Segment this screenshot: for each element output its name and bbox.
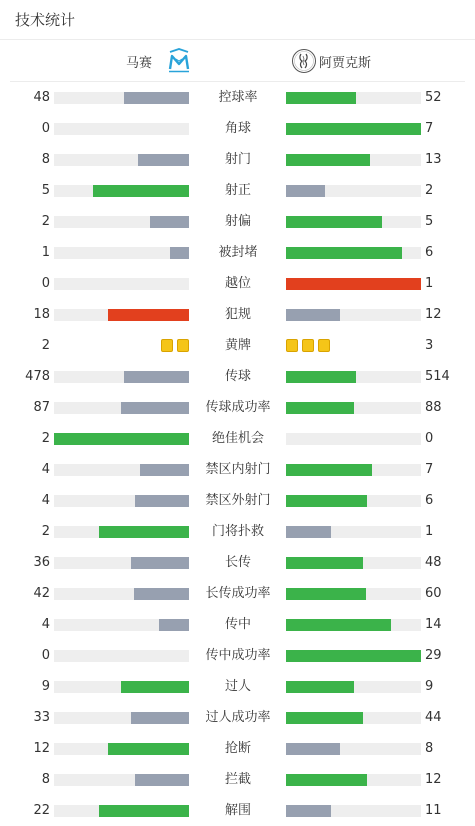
home-stat-bar [54, 123, 189, 135]
stat-row [0, 423, 475, 454]
away-stat-bar [286, 526, 421, 538]
away-stat-value: 7 [425, 462, 434, 477]
home-stat-bar-fill [108, 309, 189, 321]
home-stat-bar [54, 743, 189, 755]
home-stat-bar [54, 588, 189, 600]
away-stat-bar-fill [286, 371, 356, 383]
home-stat-value: 9 [41, 679, 50, 694]
away-stat-bar-fill [286, 278, 421, 290]
away-stat-value: 48 [425, 555, 442, 570]
teams-bar [10, 40, 465, 82]
stat-label: 角球 [224, 121, 251, 136]
stat-row [0, 392, 475, 423]
home-stat-bar [54, 464, 189, 476]
stat-row [0, 547, 475, 578]
away-stat-bar-fill [286, 154, 370, 166]
stat-row [0, 578, 475, 609]
away-stat-bar [286, 650, 421, 662]
away-stat-bar [286, 278, 421, 290]
away-stat-value: 5 [425, 214, 434, 229]
home-stat-value: 5 [41, 183, 50, 198]
stat-label: 黄牌 [224, 338, 251, 353]
stat-row [0, 361, 475, 392]
home-stat-bar-fill [134, 588, 189, 600]
stat-label: 解围 [224, 803, 251, 818]
away-stat-bar [286, 774, 421, 786]
away-stat-bar-fill [286, 557, 363, 569]
home-stat-value: 36 [33, 555, 50, 570]
away-stat-value: 0 [425, 431, 434, 446]
home-stat-value: 478 [25, 369, 50, 384]
stat-row [0, 764, 475, 795]
stat-label: 射门 [224, 152, 251, 167]
stat-row [0, 516, 475, 547]
away-stat-value: 9 [425, 679, 434, 694]
home-stat-value: 4 [41, 617, 50, 632]
away-stat-bar-fill [286, 464, 372, 476]
stat-row [0, 671, 475, 702]
away-stat-value: 514 [425, 369, 450, 384]
stat-label: 禁区内射门 [205, 462, 271, 477]
home-stat-bar-fill [131, 557, 189, 569]
stat-label: 传球 [224, 369, 251, 384]
away-stat-value: 14 [425, 617, 442, 632]
away-stat-value: 29 [425, 648, 442, 663]
home-stat-value: 12 [33, 741, 50, 756]
stat-label: 抢断 [224, 741, 251, 756]
away-stat-bar [286, 185, 421, 197]
home-stat-bar-fill [99, 526, 189, 538]
away-stat-bar [286, 495, 421, 507]
away-stat-value: 6 [425, 245, 434, 260]
away-stat-value: 3 [425, 338, 434, 353]
home-stat-bar-fill [124, 92, 189, 104]
away-stat-bar [286, 588, 421, 600]
away-stat-value: 44 [425, 710, 442, 725]
away-stat-bar-fill [286, 526, 331, 538]
yellow-card-icon [161, 339, 173, 352]
home-stat-bar [54, 805, 189, 817]
home-stat-value: 4 [41, 493, 50, 508]
stat-row [0, 330, 475, 361]
home-stat-bar [54, 309, 189, 321]
away-stat-bar [286, 123, 421, 135]
home-team-name[interactable]: 马赛 [125, 56, 152, 71]
home-stat-value: 0 [41, 276, 50, 291]
home-stat-value: 2 [41, 431, 50, 446]
stat-label: 拦截 [224, 772, 251, 787]
yellow-card-icon [302, 339, 314, 352]
home-stat-value: 2 [41, 338, 50, 353]
stat-row [0, 144, 475, 175]
stat-row [0, 609, 475, 640]
stat-row [0, 175, 475, 206]
away-stat-bar-fill [286, 712, 363, 724]
stat-row [0, 485, 475, 516]
stat-label: 控球率 [218, 90, 258, 105]
away-stat-value: 2 [425, 183, 434, 198]
home-stat-bar [54, 402, 189, 414]
home-stat-bar [54, 774, 189, 786]
stat-row [0, 795, 475, 826]
home-stat-value: 42 [33, 586, 50, 601]
yellow-card-icon [177, 339, 189, 352]
home-stat-bar [54, 557, 189, 569]
home-stat-bar [54, 185, 189, 197]
away-stat-bar [286, 247, 421, 259]
away-stat-bar [286, 805, 421, 817]
home-stat-value: 2 [41, 214, 50, 229]
stat-label: 过人成功率 [205, 710, 271, 725]
stat-row [0, 268, 475, 299]
home-stat-value: 8 [41, 772, 50, 787]
home-stat-bar-fill [99, 805, 189, 817]
away-stat-value: 88 [425, 400, 442, 415]
home-stat-bar [54, 216, 189, 228]
stat-row [0, 454, 475, 485]
away-stat-bar-fill [286, 774, 367, 786]
stat-row [0, 206, 475, 237]
away-stat-bar [286, 619, 421, 631]
stat-label: 长传 [224, 555, 251, 570]
stat-label: 射正 [224, 183, 251, 198]
stat-label: 越位 [224, 276, 251, 291]
stat-label: 传球成功率 [205, 400, 271, 415]
home-stat-bar-fill [108, 743, 189, 755]
away-stat-value: 12 [425, 772, 442, 787]
away-stat-value: 12 [425, 307, 442, 322]
away-stat-bar-fill [286, 123, 421, 135]
home-stat-bar-fill [121, 681, 189, 693]
home-stat-value: 8 [41, 152, 50, 167]
home-stat-value: 4 [41, 462, 50, 477]
page-title: 技术统计 [15, 11, 76, 29]
home-stat-bar-fill [121, 402, 189, 414]
home-stat-bar-fill [150, 216, 189, 228]
away-stat-bar-fill [286, 495, 367, 507]
away-stat-value: 13 [425, 152, 442, 167]
away-stat-bar-fill [286, 681, 354, 693]
stat-row [0, 237, 475, 268]
home-stat-bar-fill [93, 185, 189, 197]
away-stat-bar [286, 309, 421, 321]
stat-row [0, 299, 475, 330]
stat-label: 绝佳机会 [211, 431, 264, 446]
home-stat-bar [54, 278, 189, 290]
away-stat-bar-fill [286, 92, 356, 104]
home-yellow-cards [157, 339, 189, 352]
ajax-logo-icon[interactable] [291, 48, 317, 74]
home-stat-bar-fill [54, 433, 189, 445]
stat-label: 长传成功率 [205, 586, 271, 601]
away-stat-bar [286, 681, 421, 693]
away-stat-value: 52 [425, 90, 442, 105]
marseille-logo-icon[interactable] [166, 48, 192, 74]
home-stat-value: 1 [41, 245, 50, 260]
home-stat-bar [54, 433, 189, 445]
stat-row [0, 82, 475, 113]
home-stat-bar [54, 681, 189, 693]
home-stat-bar [54, 650, 189, 662]
away-stat-value: 6 [425, 493, 434, 508]
away-stat-bar [286, 712, 421, 724]
home-stat-bar [54, 154, 189, 166]
home-stat-bar-fill [135, 774, 189, 786]
away-stat-bar-fill [286, 619, 391, 631]
stat-row [0, 702, 475, 733]
away-stat-value: 60 [425, 586, 442, 601]
home-stat-value: 0 [41, 648, 50, 663]
home-stat-bar-fill [170, 247, 189, 259]
home-stat-bar-fill [138, 154, 189, 166]
away-stat-value: 7 [425, 121, 434, 136]
away-stat-bar [286, 743, 421, 755]
stat-label: 禁区外射门 [205, 493, 271, 508]
stat-row [0, 640, 475, 671]
away-stat-bar [286, 402, 421, 414]
away-stat-bar [286, 557, 421, 569]
stat-label: 传中成功率 [205, 648, 271, 663]
stat-label: 被封堵 [218, 245, 258, 260]
home-stat-bar [54, 526, 189, 538]
away-stat-bar-fill [286, 588, 366, 600]
home-stat-value: 18 [33, 307, 50, 322]
stat-label: 门将扑救 [211, 524, 264, 539]
home-stat-value: 87 [33, 400, 50, 415]
away-stat-bar-fill [286, 743, 340, 755]
away-stat-bar [286, 464, 421, 476]
home-stat-bar [54, 712, 189, 724]
home-stat-bar-fill [159, 619, 189, 631]
home-stat-value: 22 [33, 803, 50, 818]
away-stat-bar [286, 154, 421, 166]
away-stat-bar [286, 92, 421, 104]
stat-row [0, 113, 475, 144]
home-stat-bar [54, 92, 189, 104]
yellow-card-icon [286, 339, 298, 352]
away-stat-bar-fill [286, 309, 340, 321]
away-stat-bar-fill [286, 650, 421, 662]
away-stat-value: 11 [425, 803, 442, 818]
home-stat-bar [54, 371, 189, 383]
away-stat-bar [286, 433, 421, 445]
home-stat-bar-fill [131, 712, 189, 724]
away-stat-value: 8 [425, 741, 434, 756]
stat-row [0, 733, 475, 764]
home-stat-value: 2 [41, 524, 50, 539]
away-stat-bar [286, 371, 421, 383]
home-stat-value: 33 [33, 710, 50, 725]
stat-label: 传中 [224, 617, 251, 632]
yellow-card-icon [318, 339, 330, 352]
away-stat-bar-fill [286, 247, 402, 259]
away-stat-bar-fill [286, 805, 331, 817]
stat-label: 犯规 [224, 307, 251, 322]
stats-header [0, 0, 475, 40]
away-yellow-cards [286, 339, 334, 352]
stat-label: 射偏 [224, 214, 251, 229]
away-stat-bar-fill [286, 185, 325, 197]
away-team-name[interactable]: 阿贾克斯 [319, 56, 372, 71]
stat-label: 过人 [224, 679, 251, 694]
home-stat-bar-fill [140, 464, 189, 476]
home-stat-value: 0 [41, 121, 50, 136]
home-stat-bar [54, 619, 189, 631]
away-stat-value: 1 [425, 276, 434, 291]
home-stat-value: 48 [33, 90, 50, 105]
away-stat-bar [286, 216, 421, 228]
home-stat-bar [54, 495, 189, 507]
away-stat-bar-fill [286, 216, 382, 228]
home-stat-bar-fill [124, 371, 189, 383]
home-stat-bar [54, 247, 189, 259]
home-stat-bar-fill [135, 495, 189, 507]
away-stat-bar-fill [286, 402, 354, 414]
away-stat-value: 1 [425, 524, 434, 539]
